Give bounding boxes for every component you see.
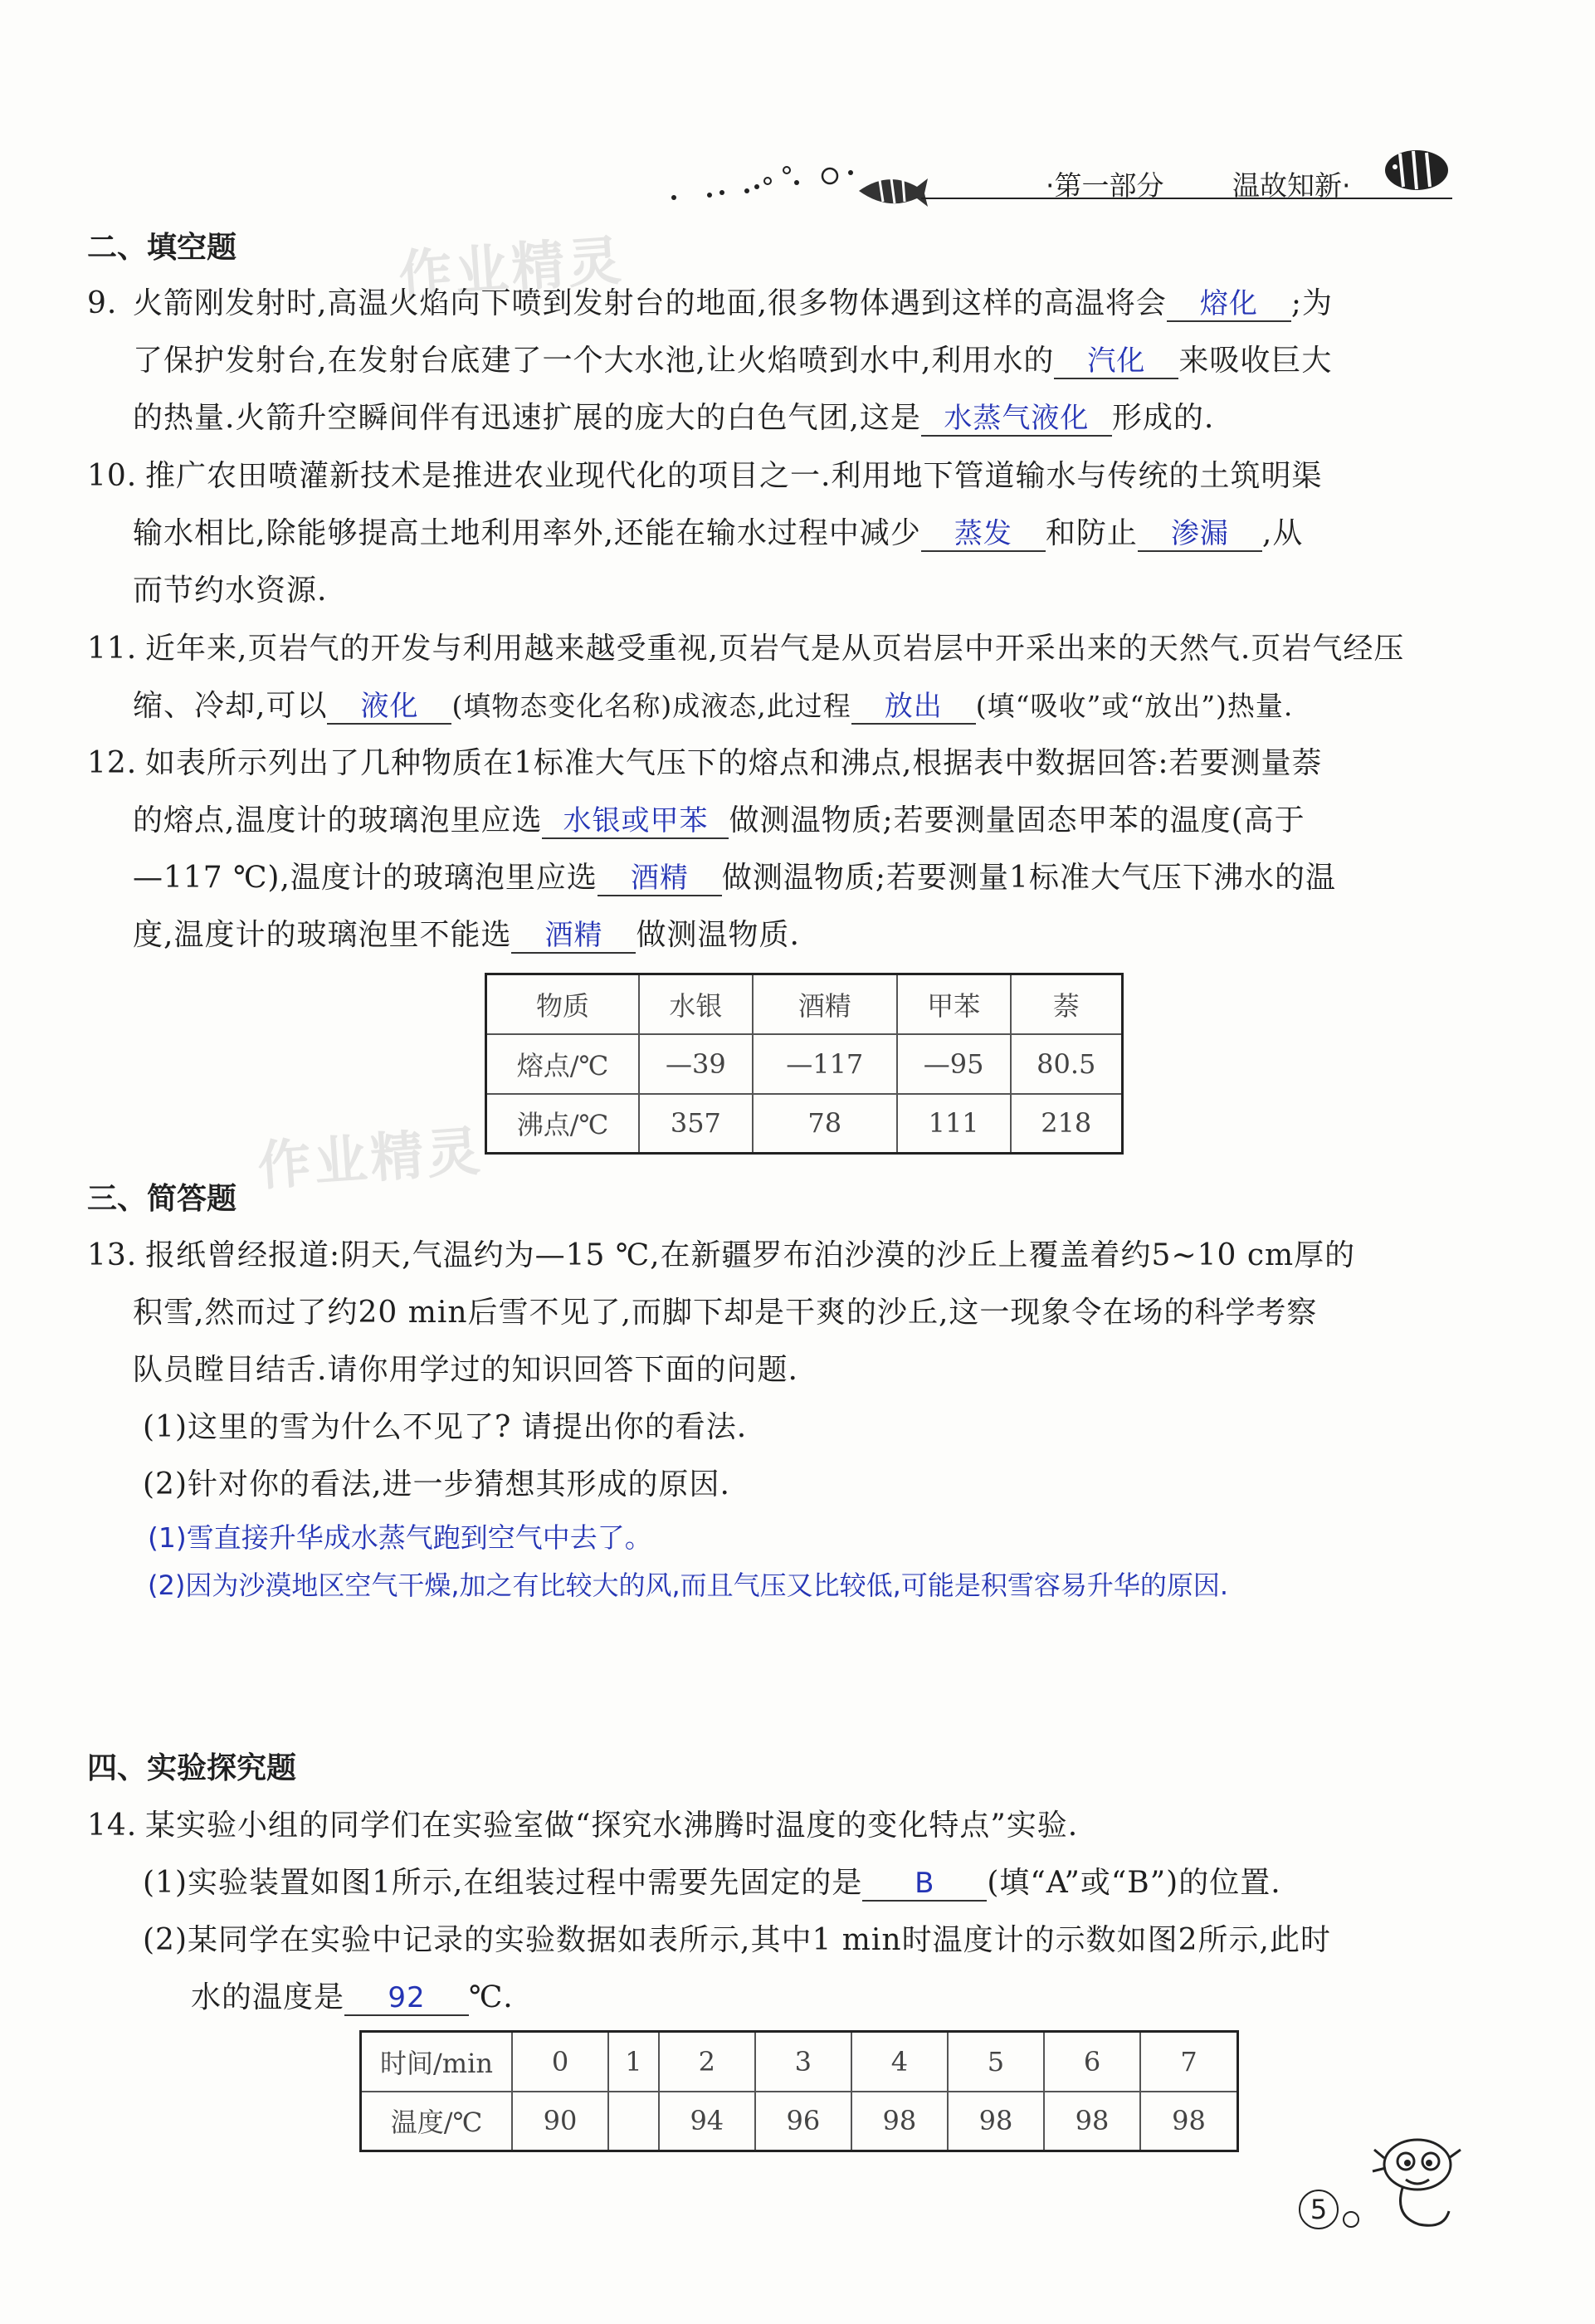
q14-text: (1)实验装置如图1所示,在组装过程中需要先固定的是 <box>143 1866 863 1900</box>
table-header-cell: 物质 <box>486 974 640 1034</box>
table-header-cell: 7 <box>1140 2032 1237 2092</box>
table-cell: 78 <box>753 1094 897 1154</box>
table-cell <box>608 2092 659 2151</box>
table-cell: 80.5 <box>1011 1034 1123 1094</box>
q10-line3: 而节约水资源. <box>133 574 328 608</box>
q12-text: 做测温物质;若要测量固态甲苯的温度(高于 <box>729 803 1305 837</box>
q9-line2 <box>133 342 1332 380</box>
q13-answer-1: (1)雪直接升华成水蒸气跑到空气中去了。 <box>148 1521 652 1554</box>
q12-text: 度,温度计的玻璃泡里不能选 <box>133 918 512 952</box>
q14-sub2-line2 <box>191 1979 514 2017</box>
table-row <box>486 1034 1123 1094</box>
q12-text: 做测温物质. <box>636 918 800 952</box>
q10-text: ,从 <box>1261 516 1304 550</box>
q13-line3: 队员瞠目结舌.请你用学过的知识回答下面的问题. <box>133 1353 798 1387</box>
table-row <box>361 2092 1238 2151</box>
table-cell: 218 <box>1011 1094 1123 1154</box>
q12-text: 做测温物质;若要测量1标准大气压下沸水的温 <box>721 861 1336 895</box>
q14-answer-1: B <box>862 1867 987 1902</box>
table-cell: 沸点/℃ <box>486 1094 640 1154</box>
table-header-cell: 酒精 <box>753 974 897 1034</box>
q9-answer-1: 熔化 <box>1167 287 1291 322</box>
q10-answer-2: 渗漏 <box>1138 517 1262 552</box>
table-row <box>361 2032 1238 2092</box>
table-header-cell: 0 <box>512 2032 608 2092</box>
table-header-cell: 萘 <box>1011 974 1123 1034</box>
q13-sub1: (1)这里的雪为什么不见了? 请提出你的看法. <box>143 1410 748 1444</box>
q14-text: 水的温度是 <box>191 1980 345 2014</box>
watermark-top: 作业精灵 <box>397 230 627 308</box>
q13-sub2: (2)针对你的看法,进一步猜想其形成的原因. <box>143 1467 730 1501</box>
q9-answer-3: 水蒸气液化 <box>921 402 1112 437</box>
q12-line1: 如表所示列出了几种物质在1标准大气压下的熔点和沸点,根据表中数据回答:若要测量萘 <box>145 746 1323 780</box>
table-header-cell: 时间/min <box>361 2032 513 2092</box>
table-header-cell: 甲苯 <box>897 974 1011 1034</box>
q9-text: 的热量.火箭升空瞬间伴有迅速扩展的庞大的白色气团,这是 <box>133 401 921 435</box>
table-cell: 98 <box>948 2092 1044 2151</box>
table-cell: 温度/℃ <box>361 2092 513 2151</box>
q12-answer-1: 水银或甲苯 <box>542 804 729 839</box>
watermark-middle: 作业精灵 <box>256 1120 485 1199</box>
table-header-cell: 6 <box>1044 2032 1140 2092</box>
q9-line1 <box>133 285 1333 323</box>
q11-answer-1: 液化 <box>327 690 451 725</box>
q13-line2: 积雪,然而过了约20 min后雪不见了,而脚下却是干爽的沙丘,这一现象令在场的科学考察 <box>133 1296 1318 1330</box>
header-part: ·第一部分 <box>1046 169 1164 202</box>
q12-line2 <box>133 802 1305 840</box>
q11-answer-2: 放出 <box>851 690 976 725</box>
q13-line1: 报纸曾经报道:阴天,气温约为—15 ℃,在新疆罗布泊沙漠的沙丘上覆盖着约5~10 cm厚的 <box>145 1238 1356 1272</box>
page-number: 5 <box>1299 2190 1339 2229</box>
table-cell: 98 <box>851 2092 948 2151</box>
page-bubble-icon <box>1343 2211 1359 2228</box>
q12-text: —117 ℃),温度计的玻璃泡里应选 <box>133 861 598 895</box>
header-title: 温故知新· <box>1232 169 1351 202</box>
table-cell: 熔点/℃ <box>486 1034 640 1094</box>
section-heading-fill-blank: 二、填空题 <box>87 231 237 265</box>
q14-text: (填“A”或“B”)的位置. <box>987 1866 1281 1900</box>
q10-number: 10. <box>87 459 138 493</box>
q14-number: 14. <box>87 1809 138 1843</box>
header-fish-right-icon <box>1382 145 1456 198</box>
q9-text: 了保护发射台,在发射台底建了一个大水池,让火焰喷到水中,利用水的 <box>133 344 1055 378</box>
q9-text: 来吸收巨大 <box>1178 344 1333 378</box>
q9-text: 火箭刚发射时,高温火焰向下喷到发射台的地面,很多物体遇到这样的高温将会 <box>133 286 1167 320</box>
table-header-cell: 4 <box>851 2032 948 2092</box>
header-fish-left-icon <box>855 170 929 215</box>
q12-line4 <box>133 916 800 954</box>
table-cell: —39 <box>639 1034 753 1094</box>
table-cell: 96 <box>755 2092 851 2151</box>
table-row <box>486 974 1123 1034</box>
table-cell: 98 <box>1044 2092 1140 2151</box>
q11-text: 缩、冷却,可以 <box>133 689 328 723</box>
q10-text: 输水相比,除能够提高土地利用率外,还能在输水过程中减少 <box>133 516 921 550</box>
table-header-cell: 水银 <box>639 974 753 1034</box>
table-header-cell: 5 <box>948 2032 1044 2092</box>
q12-line3 <box>133 859 1336 897</box>
q12-answer-3: 酒精 <box>511 919 636 954</box>
table-header-cell: 3 <box>755 2032 851 2092</box>
q14-line1: 某实验小组的同学们在实验室做“探究水沸腾时温度的变化特点”实验. <box>145 1809 1079 1843</box>
q10-line2 <box>133 515 1303 553</box>
table-cell: 94 <box>659 2092 755 2151</box>
q10-line1: 推广农田喷灌新技术是推进农业现代化的项目之一.利用地下管道输水与传统的土筑明渠 <box>145 459 1323 493</box>
q14-answer-2: 92 <box>344 1981 469 2016</box>
q10-text: 和防止 <box>1045 516 1138 550</box>
q14-sub1 <box>143 1864 1281 1902</box>
q9-number: 9. <box>87 286 118 320</box>
table-cell: 98 <box>1140 2092 1237 2151</box>
table-cell: —117 <box>753 1034 897 1094</box>
q9-line3 <box>133 399 1214 437</box>
table-cell: 90 <box>512 2092 608 2151</box>
table-header-cell: 1 <box>608 2032 659 2092</box>
header-rule <box>921 198 1452 199</box>
substance-table <box>485 973 1124 1155</box>
temperature-table <box>359 2030 1239 2152</box>
table-row <box>486 1094 1123 1154</box>
q11-line1: 近年来,页岩气的开发与利用越来越受重视,页岩气是从页岩层中开采出来的天然气.页岩气经压 <box>145 632 1405 666</box>
table-header-cell: 2 <box>659 2032 755 2092</box>
q14-sub2-line1: (2)某同学在实验中记录的实验数据如表所示,其中1 min时温度计的示数如图2所示,此时 <box>143 1923 1331 1957</box>
table-cell: 111 <box>897 1094 1011 1154</box>
table-cell: —95 <box>897 1034 1011 1094</box>
q9-text: ;为 <box>1290 286 1334 320</box>
q12-text: 的熔点,温度计的玻璃泡里应选 <box>133 803 543 837</box>
q13-answer-2: (2)因为沙漠地区空气干燥,加之有比较大的风,而且气压又比较低,可能是积雪容易升华的原因. <box>148 1570 1229 1601</box>
mascot-icon <box>1369 2125 1469 2244</box>
section-heading-short-answer: 三、简答题 <box>87 1182 237 1216</box>
q11-text: (填“吸收”或“放出”)热量. <box>975 690 1294 722</box>
q12-number: 12. <box>87 746 138 780</box>
q11-line2 <box>133 687 1293 725</box>
q11-number: 11. <box>87 632 138 666</box>
table-cell: 357 <box>639 1094 753 1154</box>
q13-number: 13. <box>87 1238 138 1272</box>
q9-text: 形成的. <box>1111 401 1215 435</box>
q14-text: ℃. <box>469 1980 514 2014</box>
q9-answer-2: 汽化 <box>1054 344 1178 379</box>
q10-answer-1: 蒸发 <box>921 517 1046 552</box>
section-heading-experiment: 四、实验探究题 <box>87 1751 297 1785</box>
q12-answer-2: 酒精 <box>598 862 722 896</box>
q11-text: (填物态变化名称)成液态,此过程 <box>451 690 851 722</box>
